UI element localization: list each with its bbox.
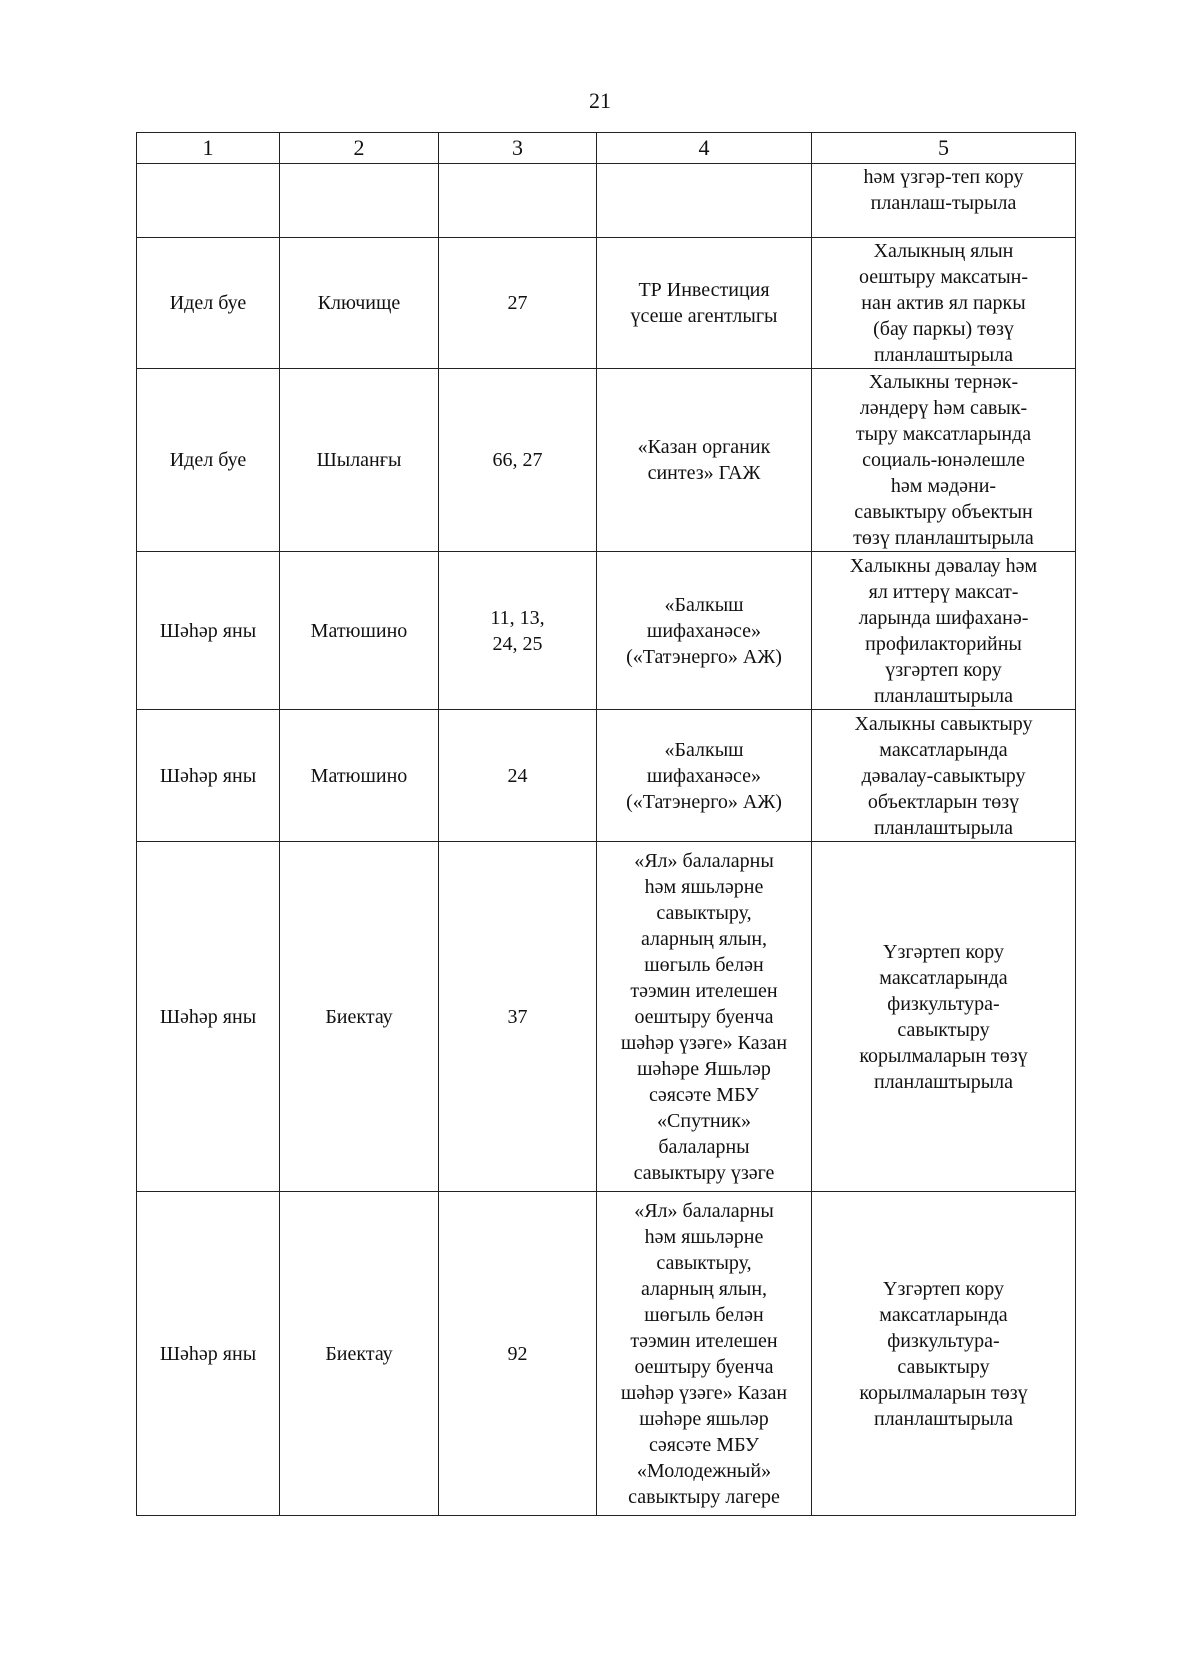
data-table <box>136 132 1076 1516</box>
table-cell: Ключище <box>280 238 439 369</box>
table-cell <box>439 164 597 238</box>
column-header-3: 3 <box>439 133 597 164</box>
table-cell: Идел буе <box>137 369 280 552</box>
table-row <box>137 710 1076 842</box>
table-cell: ТР Инвестиция үсеше агентлыгы <box>597 238 812 369</box>
table-cell <box>597 164 812 238</box>
page-number: 21 <box>589 88 611 113</box>
table-cell: Шәһәр яны <box>137 842 280 1192</box>
table-row <box>137 1192 1076 1516</box>
table-cell: Шәһәр яны <box>137 1192 280 1516</box>
table-cell: Матюшино <box>280 710 439 842</box>
table-cell: Шәһәр яны <box>137 710 280 842</box>
table-row <box>137 164 1076 238</box>
table-cell: Шәһәр яны <box>137 552 280 710</box>
column-header-2: 2 <box>280 133 439 164</box>
table-row <box>137 842 1076 1192</box>
table-cell: «Ял» балаларны һәм яшьләрне савыктыру, аларның ялын, шөгыль белән тәэмин ителешен оештыру буенча шәһәр үзәге» Казан шәһәре Яшьләр сәясәте МБУ «Спутник» балаларны савыктыру үзәге <box>597 842 812 1192</box>
table-cell: 92 <box>439 1192 597 1516</box>
column-header-4: 4 <box>597 133 812 164</box>
table-cell: Халыкның ялын оештыру максатын- нан актив ял паркы (бау паркы) төзү планлаштырыла <box>812 238 1076 369</box>
table-cell: 37 <box>439 842 597 1192</box>
table-row <box>137 552 1076 710</box>
table-cell: Биектау <box>280 1192 439 1516</box>
header-row <box>137 133 1076 164</box>
table-cell: Үзгәртеп кору максатларында физкультура- савыктыру корылмаларын төзү планлаштырыла <box>812 842 1076 1192</box>
table-header <box>137 133 1076 164</box>
table-cell: Халыкны савыктыру максатларында дәвалау-савыктыру объектларын төзү планлаштырыла <box>812 710 1076 842</box>
table-cell: «Казан органик синтез» ГАЖ <box>597 369 812 552</box>
table-cell: Халыкны тернәк- ләндерү һәм савык- тыру максатларында социаль-юнәлешле һәм мәдәни- савыктыру объектын төзү планлаштырыла <box>812 369 1076 552</box>
table-cell: Шыланғы <box>280 369 439 552</box>
table-cell: «Ял» балаларны һәм яшьләрне савыктыру, аларның ялын, шөгыль белән тәэмин ителешен оештыру буенча шәһәр үзәге» Казан шәһәре яшьләр сәясәте МБУ «Молодежный» савыктыру лагере <box>597 1192 812 1516</box>
table-cell: 24 <box>439 710 597 842</box>
table-cell: Биектау <box>280 842 439 1192</box>
table-cell: «Балкыш шифаханәсе» («Татэнерго» АЖ) <box>597 552 812 710</box>
table-cell: Халыкны дәвалау һәм ял иттерү максат- ларында шифаханә- профилакторийны үзгәртеп кору планлаштырыла <box>812 552 1076 710</box>
table-cell <box>280 164 439 238</box>
table-cell: 11, 13, 24, 25 <box>439 552 597 710</box>
table-cell: 66, 27 <box>439 369 597 552</box>
table-row <box>137 238 1076 369</box>
table-cell: «Балкыш шифаханәсе» («Татэнерго» АЖ) <box>597 710 812 842</box>
column-header-5: 5 <box>812 133 1076 164</box>
table-cell: 27 <box>439 238 597 369</box>
table-cell: Матюшино <box>280 552 439 710</box>
table-cell: Идел буе <box>137 238 280 369</box>
table-cell <box>137 164 280 238</box>
table-cell: һәм үзгәр-теп кору планлаш-тырыла <box>812 164 1076 238</box>
column-header-1: 1 <box>137 133 280 164</box>
table-body <box>137 164 1076 1516</box>
table-cell: Үзгәртеп кору максатларында физкультура- савыктыру корылмаларын төзү планлаштырыла <box>812 1192 1076 1516</box>
table-row <box>137 369 1076 552</box>
